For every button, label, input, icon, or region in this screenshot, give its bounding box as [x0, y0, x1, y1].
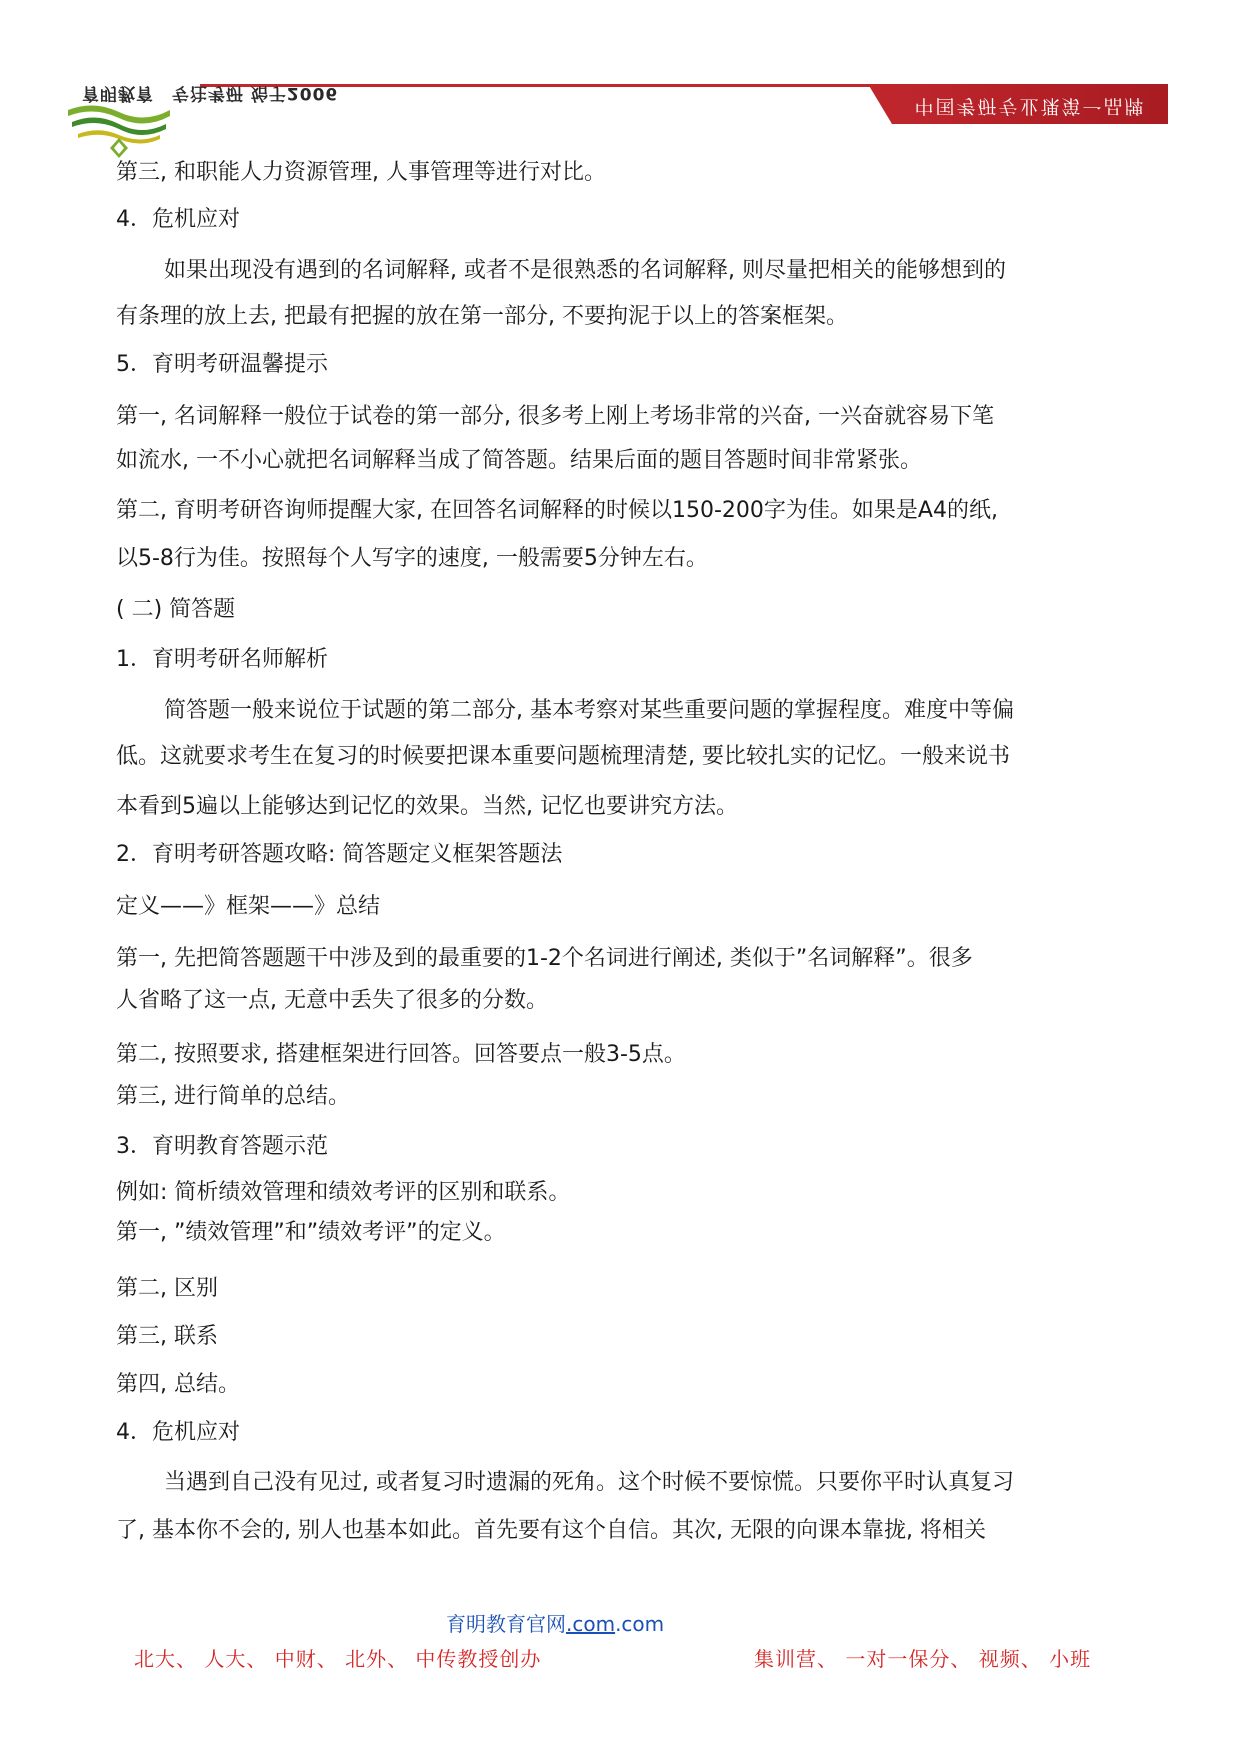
- paragraph-line: 第一, 先把简答题题干中涉及到的最重要的1-2个名词进行阐述, 类似于”名词解释”。很多: [116, 946, 973, 971]
- section-heading: 4．危机应对: [116, 207, 240, 232]
- paragraph-line: 了, 基本你不会的, 别人也基本如此。首先要有这个自信。其次, 无限的向课本靠拢, 将相关: [116, 1518, 986, 1543]
- footer-site-com: .com: [566, 1612, 616, 1636]
- paragraph-line: 以5-8行为佳。按照每个人写字的速度, 一般需要5分钟左右。: [116, 546, 708, 571]
- section-heading: 5．育明考研温馨提示: [116, 352, 328, 377]
- paragraph-line: 第三, 联系: [116, 1324, 218, 1349]
- paragraph-line: 第二, 按照要求, 搭建框架进行回答。回答要点一般3-5点。: [116, 1042, 686, 1067]
- paragraph-line: 第三, 和职能人力资源管理, 人事管理等进行对比。: [116, 160, 606, 185]
- page-header: [0, 0, 1240, 160]
- section-heading: 3．育明教育答题示范: [116, 1134, 328, 1159]
- paragraph-line: 第二, 育明考研咨询师提醒大家, 在回答名词解释的时候以150-200字为佳。如果是A4的纸,: [116, 498, 998, 523]
- section-heading: 1．育明考研名师解析: [116, 647, 328, 672]
- paragraph-line: 人省略了这一点, 无意中丢失了很多的分数。: [116, 988, 548, 1013]
- paragraph-line: 第四, 总结。: [116, 1372, 240, 1397]
- paragraph-line: 有条理的放上去, 把最有把握的放在第一部分, 不要拘泥于以上的答案框架。: [116, 304, 848, 329]
- paragraph-line: 本看到5遍以上能够达到记忆的效果。当然, 记忆也要讲究方法。: [116, 794, 738, 819]
- footer-website-link[interactable]: [446, 1608, 664, 1637]
- brand-tagline: 专注考研 始于2006: [172, 83, 339, 103]
- paragraph-line: 定义——》框架——》总结: [116, 894, 381, 919]
- paragraph-line: 第一, 名词解释一般位于试卷的第一部分, 很多考上刚上考场非常的兴奋, 一兴奋就容易下笔: [116, 404, 994, 429]
- section-heading: 4．危机应对: [116, 1420, 240, 1445]
- paragraph-line: 如果出现没有遇到的名词解释, 或者不是很熟悉的名词解释, 则尽量把相关的能够想到的: [164, 258, 1006, 283]
- footer-site-prefix: 育明教育官网: [446, 1612, 566, 1636]
- section-heading: 2．育明考研答题攻略: 简答题定义框架答题法: [116, 842, 563, 867]
- brand-name: 育明教育: [82, 83, 154, 103]
- footer-site-com-2: .com: [615, 1612, 665, 1636]
- paragraph-line: 低。这就要求考生在复习的时候要把课本重要问题梳理清楚, 要比较扎实的记忆。一般来说书: [116, 744, 1010, 769]
- footer-services: 集训营、 一对一保分、 视频、 小班: [754, 1647, 1092, 1671]
- section-heading: ( 二) 简答题: [116, 597, 236, 622]
- paragraph-line: 第三, 进行简单的总结。: [116, 1084, 350, 1109]
- paragraph-line: 当遇到自己没有见过, 或者复习时遗漏的死角。这个时候不要惊慌。只要你平时认真复习: [164, 1470, 1014, 1495]
- paragraph-line: 简答题一般来说位于试题的第二部分, 基本考察对某些重要问题的掌握程度。难度中等偏: [164, 698, 1014, 723]
- paragraph-line: 第二, 区别: [116, 1276, 218, 1301]
- footer-founders: 北大、 人大、 中财、 北外、 中传教授创办: [134, 1647, 542, 1671]
- paragraph-line: 如流水, 一不小心就把名词解释当成了简答题。结果后面的题目答题时间非常紧张。: [116, 448, 922, 473]
- header-slogan: 中国考研专业课第一品牌: [914, 95, 1146, 117]
- paragraph-line: 第一, ”绩效管理”和”绩效考评”的定义。: [116, 1220, 506, 1245]
- paragraph-line: 例如: 简析绩效管理和绩效考评的区别和联系。: [116, 1180, 571, 1205]
